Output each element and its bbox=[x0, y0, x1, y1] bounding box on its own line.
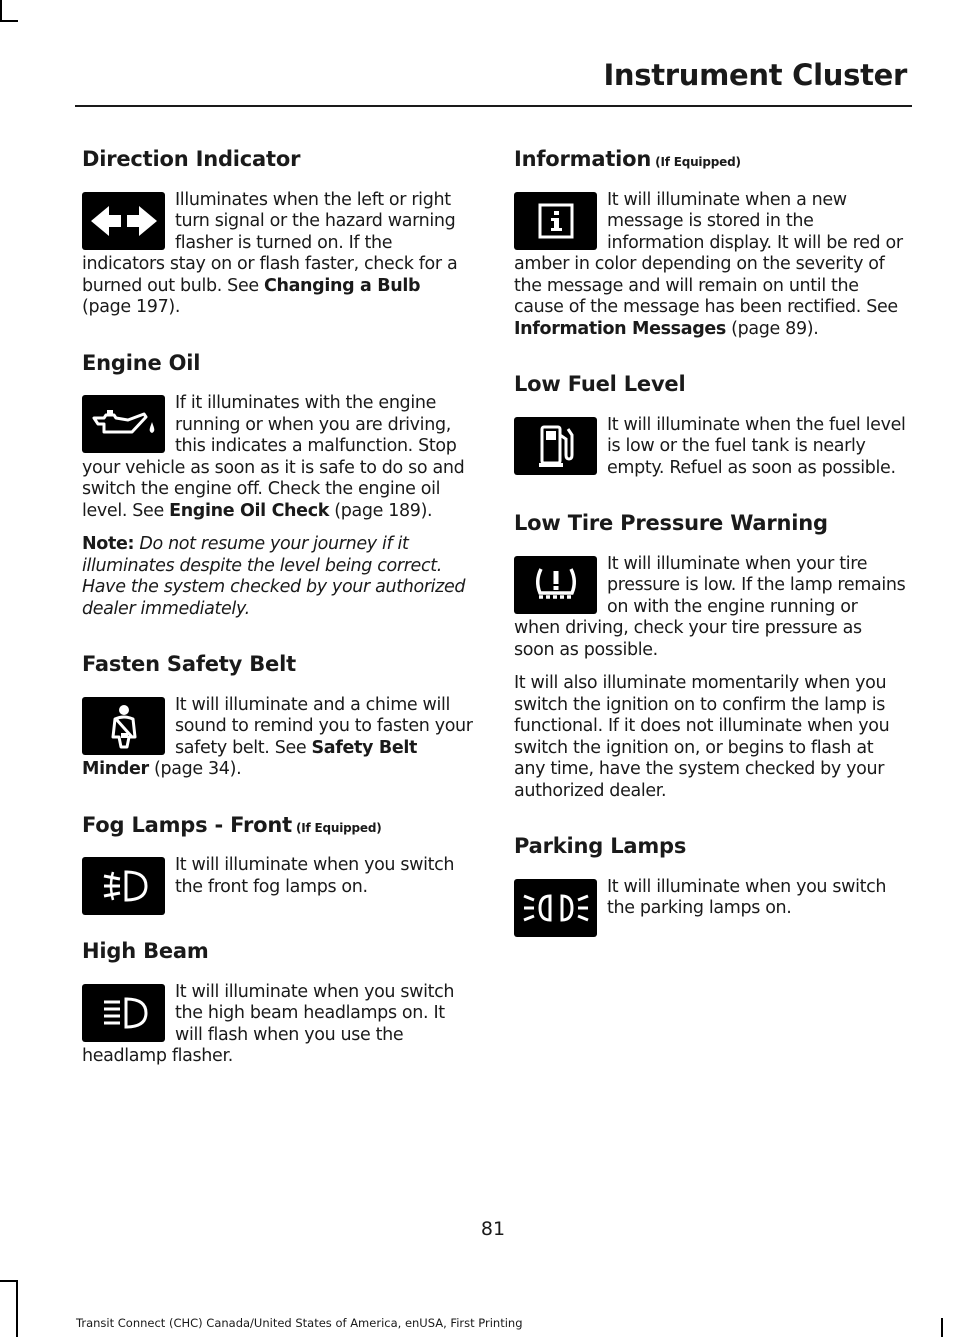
section-engine-oil bbox=[82, 348, 474, 633]
section-body: Illuminates when the left or right turn signal or the hazard warning flasher is turned on. If the indicators stay on or flash faster, check for a burned out bulb. See Changing a Bulb (page 197). bbox=[82, 189, 458, 317]
header-rule bbox=[75, 105, 912, 107]
section-body: It will illuminate when a new message is stored in the information display. It will be red or amber in color depending on the severity of the message and will remain on until the cause of the message has been rectified. See Information Messages (page 89). bbox=[514, 189, 903, 339]
crop-mark bbox=[0, 1280, 18, 1282]
section-parking-lamps bbox=[514, 831, 906, 941]
section-body: It will illuminate when the fuel level is low or the fuel tank is nearly empty. Refuel as soon as possible. bbox=[607, 414, 906, 478]
seatbelt-icon bbox=[82, 697, 165, 755]
section-body: If it illuminates with the engine running or when you are driving, this indicates a malfunction. Stop your vehicle as soon as it is safe to do so and switch the engine off. Check the engine oil level. See Engine Oil Check (page 189). bbox=[82, 393, 465, 521]
section-information bbox=[514, 144, 906, 352]
parking-lamps-icon bbox=[514, 879, 597, 937]
left-column bbox=[82, 144, 474, 1097]
section-body: It will also illuminate momentarily when you switch the ignition on to confirm the lamp is functional. If it does not illuminate when you switch the ignition on, or begins to flash at any time, have the system checked by your authorized dealer. bbox=[514, 673, 890, 801]
crop-mark bbox=[0, 20, 18, 22]
information-icon bbox=[514, 192, 597, 250]
section-fog-lamps-front bbox=[82, 810, 474, 920]
section-heading: Direction Indicator bbox=[82, 147, 301, 171]
page-number: 81 bbox=[480, 1218, 506, 1240]
section-body: It will illuminate when you switch the front fog lamps on. bbox=[175, 855, 455, 897]
section-high-beam bbox=[82, 936, 474, 1080]
tire-pressure-icon bbox=[514, 556, 597, 614]
direction-arrows-icon bbox=[82, 192, 165, 250]
crop-mark bbox=[941, 1318, 943, 1337]
section-low-tire-pressure-warning bbox=[514, 508, 906, 814]
section-body: It will illuminate and a chime will sound to remind you to fasten your safety belt. See Safety Belt Minder (page 34). bbox=[82, 694, 473, 779]
front-fog-lamp-icon bbox=[82, 857, 165, 915]
oil-can-icon bbox=[82, 395, 165, 453]
section-heading: Engine Oil bbox=[82, 350, 201, 375]
section-low-fuel-level bbox=[514, 369, 906, 491]
section-body: It will illuminate when your tire pressure is low. If the lamp remains on with the engine running or when driving, check your tire pressure as soon as possible. bbox=[514, 553, 906, 660]
section-direction-indicator bbox=[82, 144, 474, 331]
page-reference[interactable]: Changing a Bulb bbox=[264, 275, 421, 296]
crop-mark bbox=[16, 1280, 18, 1337]
crop-mark bbox=[0, 0, 2, 22]
fuel-pump-icon bbox=[514, 417, 597, 475]
section-fasten-safety-belt bbox=[82, 649, 474, 793]
section-heading: High Beam bbox=[82, 939, 209, 963]
page-reference[interactable]: Engine Oil Check bbox=[169, 500, 330, 521]
section-heading: Fog Lamps - Front (If Equipped) bbox=[82, 812, 382, 837]
right-column bbox=[514, 144, 906, 958]
page-title: Instrument Cluster bbox=[603, 58, 907, 92]
page-reference[interactable]: Safety Belt Minder bbox=[82, 737, 418, 779]
page-reference[interactable]: Information Messages bbox=[514, 318, 726, 339]
note: Note: Do not resume your journey if it illuminates despite the level being correct. Have the system checked by your authorized dealer immediately. bbox=[82, 534, 466, 619]
section-heading: Low Tire Pressure Warning bbox=[514, 511, 828, 535]
section-heading: Fasten Safety Belt bbox=[82, 652, 296, 676]
section-body: It will illuminate when you switch the high beam headlamps on. It will flash when you use the headlamp flasher. bbox=[82, 981, 455, 1066]
footer-text: Transit Connect (CHC) Canada/United States of America, enUSA, First Printing bbox=[76, 1316, 523, 1330]
section-heading: Parking Lamps bbox=[514, 834, 687, 858]
section-body: It will illuminate when you switch the parking lamps on. bbox=[607, 876, 887, 918]
section-heading: Low Fuel Level bbox=[514, 372, 686, 396]
section-heading: Information (If Equipped) bbox=[514, 147, 741, 171]
high-beam-icon bbox=[82, 984, 165, 1042]
